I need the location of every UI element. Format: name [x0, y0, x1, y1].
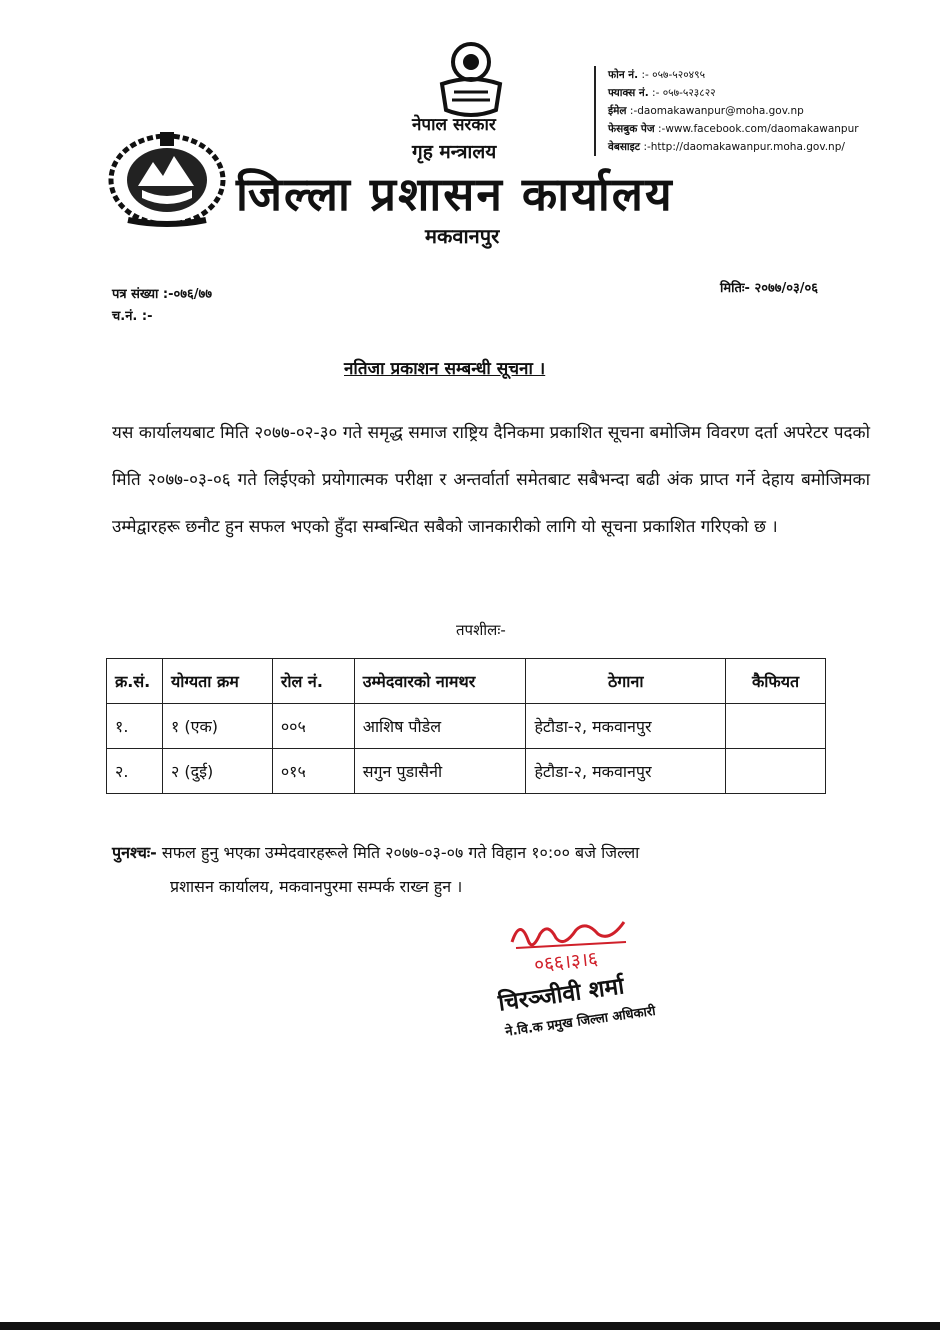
- details-label: तपशीलः-: [456, 621, 506, 639]
- office-title: जिल्ला प्रशासन कार्यालय: [236, 167, 674, 221]
- contact-phone: फोन नं. :- ०५७-५२०४९५: [608, 69, 706, 81]
- footnote-line1: सफल हुनु भएका उम्मेदवारहरूले मिति २०७७-०३-०७ गते विहान १०:०० बजे जिल्ला: [156, 843, 640, 862]
- signature-number: ०६६।३।६: [533, 947, 599, 977]
- footnote-line2: प्रशासन कार्यालय, मकवानपुरमा सम्पर्क राख्न हुन ।: [170, 877, 463, 896]
- cell-address: हेटौडा-२, मकवानपुर: [526, 749, 726, 794]
- signer-title: ने.वि.क प्रमुख जिल्ला अधिकारी: [504, 1003, 657, 1040]
- notice-subject: नतिजा प्रकाशन सम्बन्धी सूचना ।: [344, 359, 546, 379]
- contact-fax: फ्याक्स नं. :- ०५७-५२३८२२: [608, 87, 716, 99]
- chalani-number: च.नं. :-: [112, 309, 153, 324]
- cell-merit-rank: १ (एक): [162, 704, 272, 749]
- letter-reference: [112, 284, 212, 328]
- contact-email[interactable]: ईमेल :-daomakawanpur@moha.gov.np: [608, 105, 804, 117]
- cell-address: हेटौडा-२, मकवानपुर: [526, 704, 726, 749]
- cell-serial: १.: [107, 704, 163, 749]
- government-label: नेपाल सरकार: [412, 115, 496, 135]
- col-remarks: कैफियत: [726, 659, 826, 704]
- cell-candidate-name: आशिष पौडेल: [354, 704, 526, 749]
- cell-roll-no: ०१५: [272, 749, 354, 794]
- contact-facebook[interactable]: फेसबुक पेज :-www.facebook.com/daomakawanpur: [608, 123, 859, 135]
- cell-remarks: [726, 749, 826, 794]
- contact-website[interactable]: वेबसाइट :-http://daomakawanpur.moha.gov.np/: [608, 141, 845, 153]
- contact-block: [594, 66, 908, 156]
- footnote-label: पुनश्चः-: [112, 843, 157, 862]
- cell-merit-rank: २ (दुई): [162, 749, 272, 794]
- footnote: [112, 836, 842, 904]
- scan-edge-divider: [0, 1322, 940, 1330]
- result-table: [106, 658, 826, 794]
- col-merit-rank: योग्यता क्रम: [162, 659, 272, 704]
- cell-serial: २.: [107, 749, 163, 794]
- cell-roll-no: ००५: [272, 704, 354, 749]
- patra-sankhya: पत्र संख्या :-०७६/७७: [112, 287, 213, 302]
- cell-candidate-name: सगुन पुडासैनी: [354, 749, 526, 794]
- table-row: [107, 704, 826, 749]
- notice-body: यस कार्यालयबाट मिति २०७७-०२-३० गते समृद्ध समाज राष्ट्रिय दैनिकमा प्रकाशित सूचना बमोजिम विवरण दर्ता अपरेटर पदको मिति २०७७-०३-०६ गते लिईएको प्रयोगात्मक परीक्षा र अन्तर्वार्ता समेतबाट सबैभन्दा बढी अंक प्राप्त गर्ने देहाय बमोजिमका उम्मेद्वारहरू छनौट हुन सफल भएको हुँदा सम्बन्धित सबैको जानकारीको लागि यो सूचना प्रकाशित गरिएको छ ।: [112, 423, 870, 537]
- ministry-seal-icon: [432, 40, 510, 122]
- col-address: ठेगाना: [526, 659, 726, 704]
- col-serial: क्र.सं.: [107, 659, 163, 704]
- col-candidate-name: उम्मेदवारको नामथर: [354, 659, 526, 704]
- ministry-name: गृह मन्त्रालय: [412, 141, 497, 163]
- cell-remarks: [726, 704, 826, 749]
- district-name: मकवानपुर: [425, 224, 500, 248]
- col-roll-no: रोल नं.: [272, 659, 354, 704]
- letter-date: मितिः- २०७७/०३/०६: [720, 281, 819, 296]
- table-header-row: [107, 659, 826, 704]
- signer-name: चिरञ्जीवी शर्मा: [496, 973, 626, 1017]
- nepal-emblem-icon: [108, 128, 226, 228]
- table-row: [107, 749, 826, 794]
